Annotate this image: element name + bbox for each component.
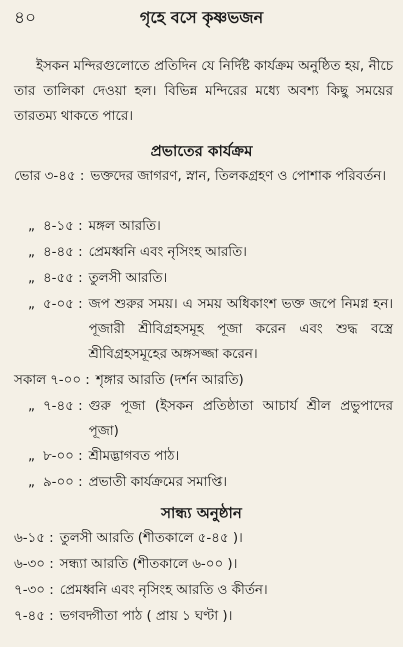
schedule-row: [28, 214, 393, 239]
schedule-desc: শৃঙ্গার আরতি (দর্শন আরতি): [95, 373, 244, 388]
schedule-row: [28, 470, 393, 495]
morning-heading: প্রভাতের কার্যক্রম: [150, 142, 253, 160]
schedule-time: ৫-০৫ :: [42, 297, 83, 312]
schedule-desc: তুলসী আরতি।: [88, 271, 168, 286]
schedule-time: ৪-৫৫ :: [42, 271, 83, 286]
schedule-time: ৬-১৫ :: [14, 531, 54, 546]
schedule-time: ৬-৩০ :: [14, 557, 54, 572]
schedule-time: ৭-০০ :: [50, 373, 90, 388]
schedule-row: [14, 552, 393, 577]
schedule-desc: গুরু পূজা (ইসকন প্রতিষ্ঠাতা আচার্য শ্রীল প্রভুপাদের পূজা): [88, 399, 393, 439]
schedule-desc: ভক্তদের জাগরণ, স্নান, তিলকগ্রহণ ও পোশাক পরিবর্তন।: [90, 169, 387, 184]
schedule-row: [14, 604, 393, 629]
schedule-desc: শ্রীমদ্ভাগবত পাঠ।: [88, 449, 180, 464]
schedule-time: ৭-৩০ :: [14, 583, 54, 598]
schedule-prefix: „: [28, 297, 35, 312]
schedule-desc: প্রভাতী কার্যক্রমের সমাপ্তি।: [88, 475, 228, 490]
schedule-row: [28, 444, 393, 469]
schedule-prefix: „: [28, 399, 35, 414]
schedule-desc: ভগবদ্গীতা পাঠ ( প্রায় ১ ঘণ্টা )।: [59, 609, 233, 624]
schedule-prefix: „: [28, 245, 35, 260]
schedule-row: [28, 292, 393, 367]
schedule-time: ৪-৪৫ :: [42, 245, 83, 260]
schedule-time: ৯-০০ :: [42, 475, 83, 490]
schedule-row: [14, 578, 393, 603]
page-number: ৪০: [14, 8, 37, 28]
intro-paragraph: ইসকন মন্দিরগুলোতে প্রতিদিন যে নির্দিষ্ট কার্যক্রম অনুষ্ঠিত হয়, নীচে তার তালিকা দেওয়া হল। বিভিন্ন মন্দিরের মধ্যে অবশ্য কিছু সময়ের তারতম্য থাকতে পারে।: [14, 59, 393, 124]
schedule-prefix: ভোর: [14, 169, 41, 184]
schedule-time: ৩-৪৫ :: [44, 169, 85, 184]
schedule-time: ৭-৪৫ :: [42, 399, 83, 414]
schedule-row: [14, 368, 393, 393]
schedule-prefix: „: [28, 271, 35, 286]
schedule-row: [28, 266, 393, 291]
schedule-time: ৪-১৫ :: [42, 219, 83, 234]
schedule-desc: সন্ধ্যা আরতি (শীতকালে ৬-০০ )।: [59, 557, 238, 572]
schedule-desc: প্রেমধ্বনি এবং নৃসিংহ আরতি ও কীর্তন।: [59, 583, 268, 598]
schedule-row: [14, 526, 393, 551]
schedule-row: [14, 164, 393, 189]
schedule-desc: জপ শুরুর সময়। এ সময় অধিকাংশ ভক্ত জপে নিমগ্ন হন। পূজারী শ্রীবিগ্রহসমূহ পূজা করেন এবং শুদ্ধ বস্ত্রে শ্রীবিগ্রহসমূহের অঙ্গসজ্জা করেন।: [88, 297, 393, 362]
schedule-desc: প্রেমধ্বনি এবং নৃসিংহ আরতি।: [88, 245, 247, 260]
schedule-prefix: „: [28, 449, 35, 464]
evening-heading: সান্ধ্য অনুষ্ঠান: [161, 504, 242, 522]
schedule-prefix: সকাল: [14, 373, 47, 388]
schedule-row: [28, 394, 393, 444]
running-head-title: গৃহে বসে কৃষ্ণভজন: [139, 8, 264, 27]
schedule-row: [28, 240, 393, 265]
schedule-prefix: „: [28, 475, 35, 490]
schedule-time: ৮-০০ :: [42, 449, 83, 464]
schedule-desc: মঙ্গল আরতি।: [88, 219, 161, 234]
schedule-desc: তুলসী আরতি (শীতকালে ৫-৪৫ )।: [59, 531, 243, 546]
schedule-prefix: „: [28, 219, 35, 234]
schedule-time: ৭-৪৫ :: [14, 609, 54, 624]
